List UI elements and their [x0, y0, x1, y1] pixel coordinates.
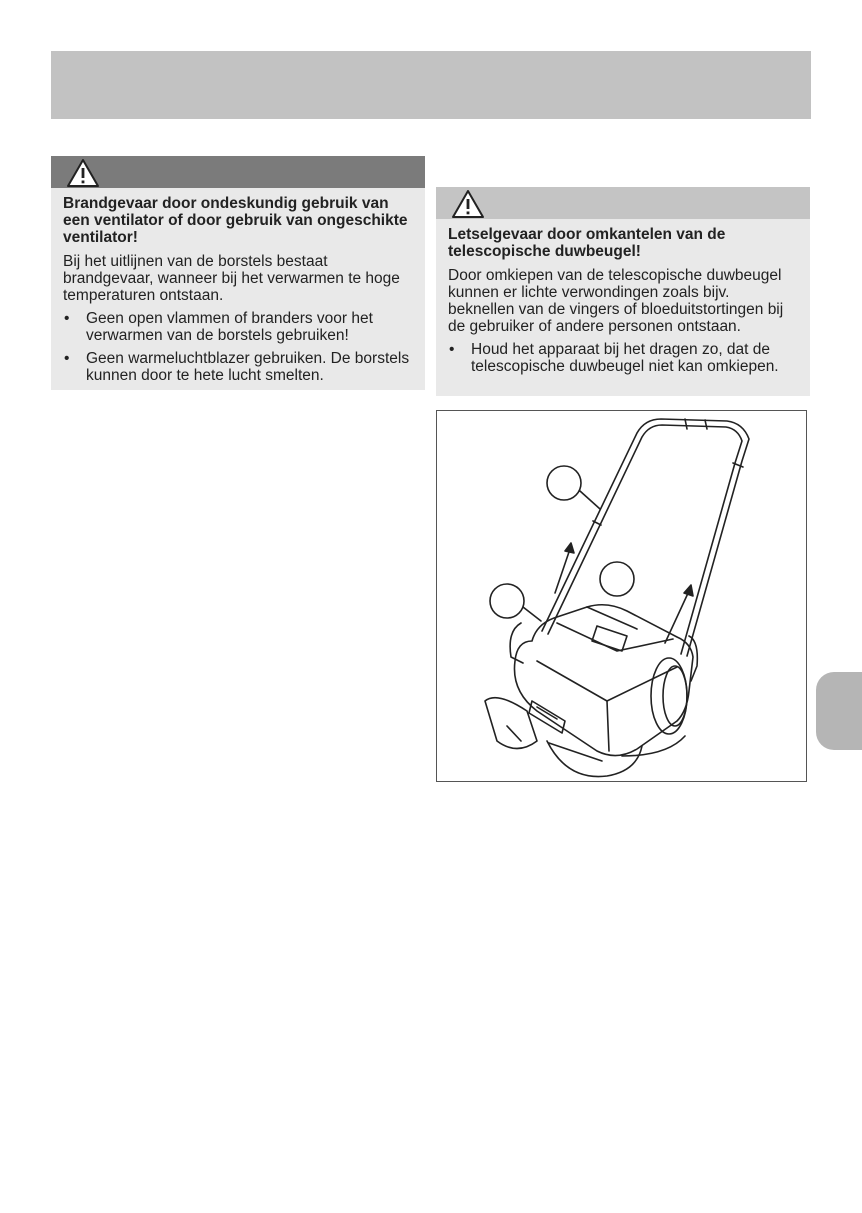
warning-title: Brandgevaar door ondeskundig gebruik van een ventilator of door gebruik van ongeschikte ventilator! — [63, 195, 408, 246]
warning-triangle-icon — [66, 158, 100, 188]
section-tab — [816, 672, 862, 750]
header-band — [51, 51, 811, 119]
warning-text: Door omkiepen van de telescopische duwbeugel kunnen er lichte verwondingen zoals bijv. beknellen van de vingers of bloeduitstortingen bij de gebruiker of andere personen ontstaan. — [448, 267, 784, 335]
list-item: • Geen warmeluchtblazer gebruiken. De borstels kunnen door te hete lucht smelten. — [63, 350, 413, 384]
warning-header — [51, 156, 425, 188]
list-item: • Geen open vlammen of branders voor het verwarmen van de borstels gebruiken! — [63, 310, 413, 344]
list-item: • Houd het apparaat bij het dragen zo, dat de telescopische duwbeugel niet kan omkiepen. — [448, 341, 798, 375]
warning-text: Bij het uitlijnen van de borstels bestaat brandgevaar, wanneer bij het verwarmen te hoge temperaturen ontstaan. — [63, 253, 400, 304]
warning-box-fire — [51, 156, 425, 390]
warning-body — [436, 219, 810, 383]
warning-bullets — [63, 310, 413, 384]
warning-body — [51, 188, 425, 392]
warning-title: Letselgevaar door omkantelen van de telescopische duwbeugel! — [448, 226, 726, 260]
figure-frame — [436, 410, 807, 782]
sweeper-illustration — [437, 411, 806, 781]
warning-header — [436, 187, 810, 219]
warning-bullets — [448, 341, 798, 375]
warning-box-injury — [436, 187, 810, 396]
warning-triangle-icon — [451, 189, 485, 219]
